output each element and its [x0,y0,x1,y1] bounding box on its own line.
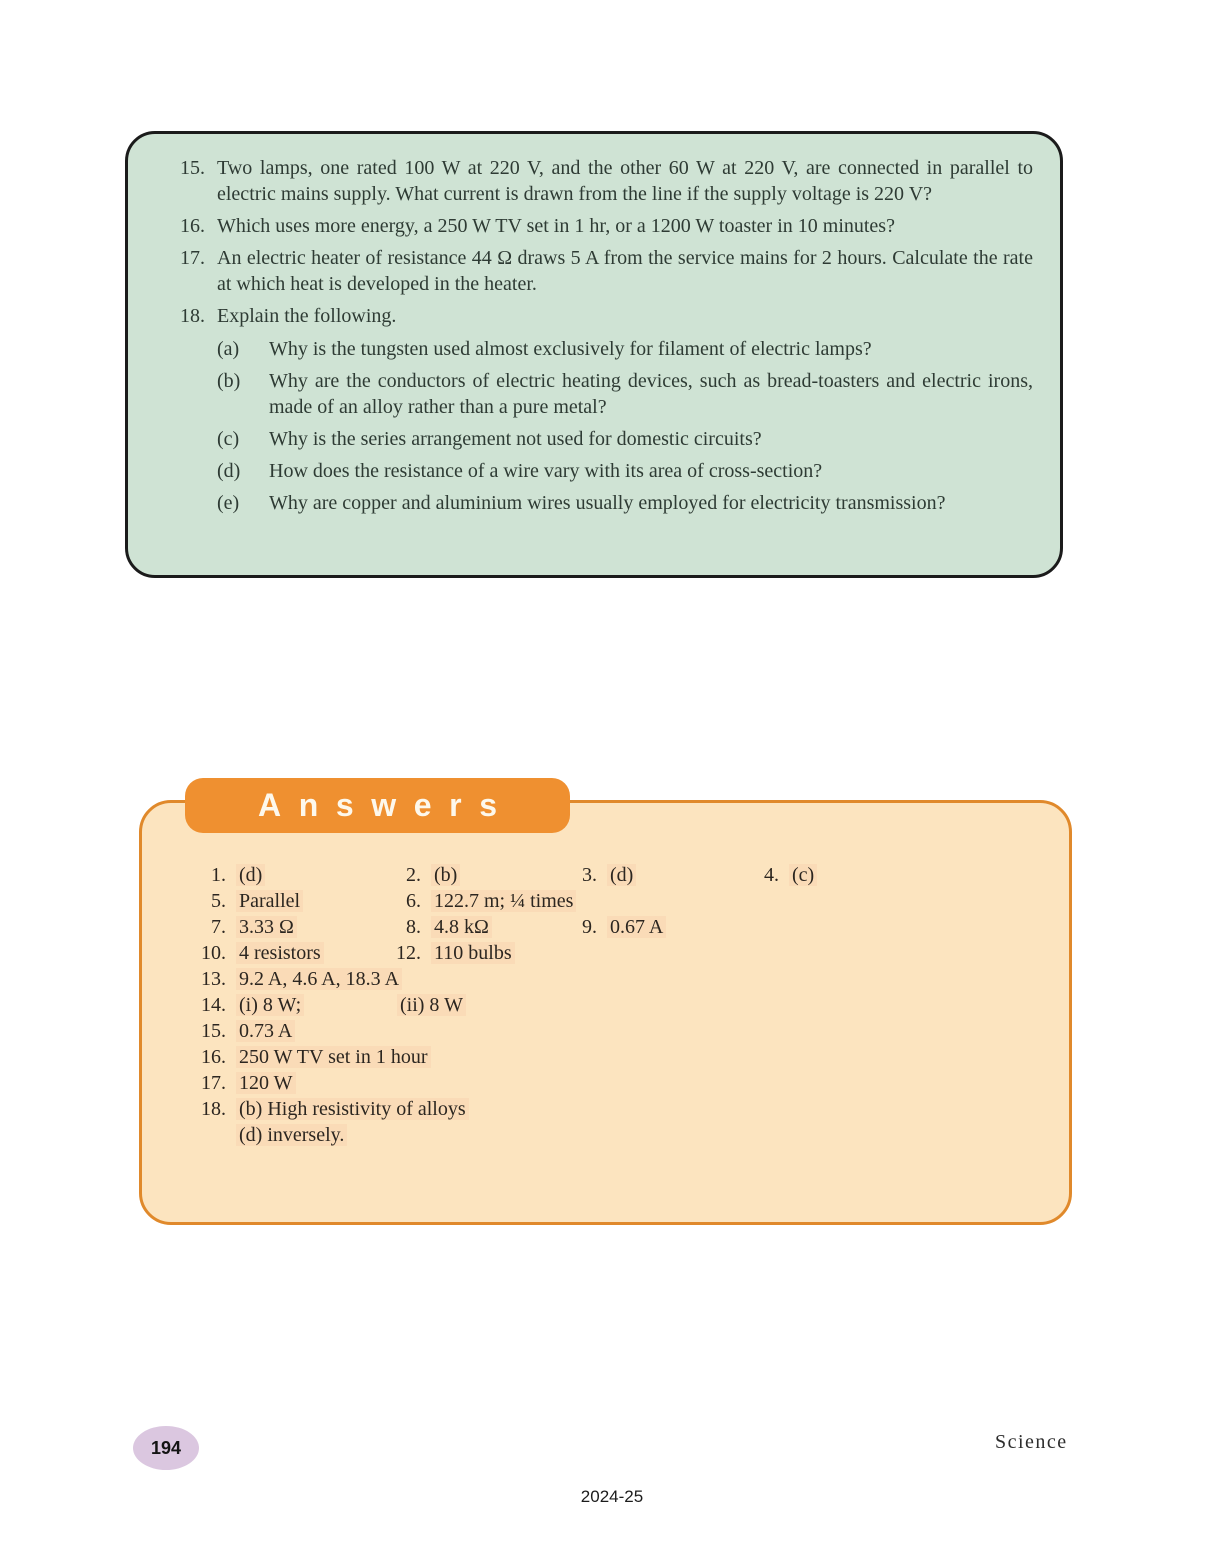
subitem-label: (a) [217,338,240,360]
answer-value: (ii) 8 W [397,994,466,1016]
answer-cell [381,862,460,888]
subitem-text: Why is the tungsten used almost exclusively for filament of electric lamps? [269,338,872,360]
question-item-16 [171,213,1033,239]
answer-cell [381,940,515,966]
question-number: 18. [180,305,205,327]
subitem-a [217,336,1033,362]
question-body [217,213,1033,239]
question-body [217,303,1033,522]
answer-value: 122.7 m; ¼ times [431,890,576,912]
answer-cell [186,966,402,992]
question-item-15 [171,155,1033,207]
answer-number: 5. [211,890,226,912]
subitem-text: Why is the series arrangement not used for domestic circuits? [269,428,762,450]
answers-box [139,800,1072,1225]
answer-number: 3. [582,864,597,886]
answer-cell [186,1122,347,1148]
questions-box [125,131,1063,578]
answer-row [186,966,1069,992]
answer-row [186,1044,1069,1070]
subitem-text: Why are copper and aluminium wires usually employed for electricity transmission? [269,492,946,514]
answer-value: (d) inversely. [236,1124,347,1146]
subitem-b [217,368,1033,420]
question-text: Explain the following. [217,305,397,327]
subitem-text: Why are the conductors of electric heating devices, such as bread-toasters and electric irons, made of an alloy rather than a pure metal? [269,370,1033,418]
subitem-c [217,426,1033,452]
answer-cell [557,862,636,888]
answer-cell [186,862,265,888]
answer-number: 16. [201,1046,226,1068]
answer-number: 15. [201,1020,226,1042]
answer-row [186,1018,1069,1044]
answer-cell [739,862,817,888]
answer-cell [186,992,304,1018]
question-number: 15. [180,157,205,179]
answer-value: 120 W [236,1072,296,1094]
question-number: 16. [180,215,205,237]
subitem-label: (d) [217,460,241,482]
page-number-badge [133,1426,199,1470]
answer-cell [186,914,297,940]
answer-row [186,940,1069,966]
answer-row [186,1070,1069,1096]
answers-title: Answers [258,787,515,823]
subitem-label: (b) [217,370,241,392]
answer-number: 18. [201,1098,226,1120]
answer-value: 9.2 A, 4.6 A, 18.3 A [236,968,402,990]
answer-number: 9. [582,916,597,938]
answer-cell [381,914,492,940]
question-subitems [217,336,1033,516]
subitem-text: How does the resistance of a wire vary with its area of cross-section? [269,460,823,482]
answer-value: 0.67 A [607,916,666,938]
page-number: 194 [150,1437,182,1458]
answer-number: 6. [406,890,421,912]
answer-cell [186,940,324,966]
subitem-label: (c) [217,428,240,450]
answers-list [142,803,1069,1148]
answers-header-tab [185,778,570,833]
question-body [217,155,1033,207]
answer-value: (c) [789,864,817,886]
answer-value: Parallel [236,890,303,912]
answer-value: 3.33 Ω [236,916,297,938]
subitem-label: (e) [217,492,240,514]
answer-number: 12. [396,942,421,964]
answer-cell [186,1018,295,1044]
answer-row [186,1122,1069,1148]
answer-number: 1. [211,864,226,886]
answer-value: 4.8 kΩ [431,916,492,938]
answer-value: 250 W TV set in 1 hour [236,1046,431,1068]
answer-cell [186,1070,296,1096]
answer-number: 14. [201,994,226,1016]
answer-cell [186,888,303,914]
answer-number: 2. [406,864,421,886]
subitem-d [217,458,1033,484]
answer-cell [381,888,576,914]
answer-row [186,1096,1069,1122]
answer-number: 4. [764,864,779,886]
answer-value: (b) [431,864,460,886]
answer-row [186,914,1069,940]
subitem-e [217,490,1033,516]
answer-row [186,888,1069,914]
question-text: Which uses more energy, a 250 W TV set in 1 hr, or a 1200 W toaster in 10 minutes? [217,215,895,237]
answer-cell [186,1044,431,1070]
answer-number: 7. [211,916,226,938]
question-number: 17. [180,247,205,269]
answer-value: (b) High resistivity of alloys [236,1098,469,1120]
answer-value: 4 resistors [236,942,324,964]
answer-value: (d) [607,864,636,886]
answer-value: (d) [236,864,265,886]
edition-label: 2024-25 [580,1487,644,1506]
answer-cell [397,992,466,1018]
answer-number: 17. [201,1072,226,1094]
answer-value: (i) 8 W; [236,994,304,1016]
answer-row [186,992,1069,1018]
answer-cell [186,1096,469,1122]
answer-number: 8. [406,916,421,938]
answer-value: 110 bulbs [431,942,515,964]
question-text: An electric heater of resistance 44 Ω draws 5 A from the service mains for 2 hours. Calculate the rate at which heat is developed in the heater. [217,247,1033,295]
question-item-17 [171,245,1033,297]
answer-value: 0.73 A [236,1020,295,1042]
question-item-18 [171,303,1033,522]
answer-number: 13. [201,968,226,990]
answer-number: 10. [201,942,226,964]
subject-label: Science [995,1431,1068,1453]
answer-cell [557,914,666,940]
answer-row [186,862,1069,888]
question-body [217,245,1033,297]
question-text: Two lamps, one rated 100 W at 220 V, and the other 60 W at 220 V, are connected in parallel to electric mains supply. What current is drawn from the line if the supply voltage is 220 V? [217,157,1033,205]
